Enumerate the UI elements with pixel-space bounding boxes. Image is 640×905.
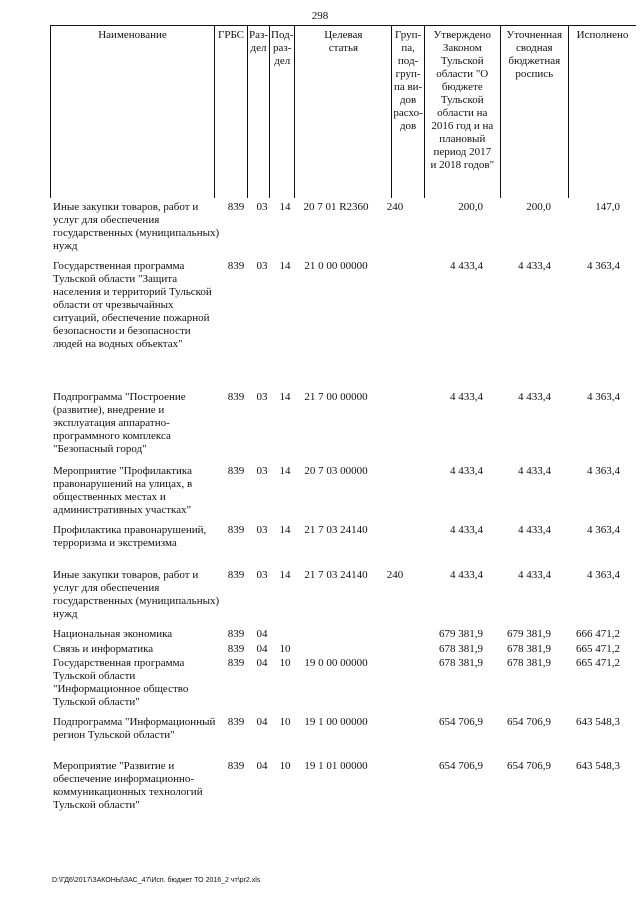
row-executed: 147,0 xyxy=(595,201,620,213)
row-name: Мероприятие "Профилактика правонарушений на улицах, в общественных местах и административных участках" xyxy=(53,465,193,516)
header-target: Целевая статья xyxy=(295,26,392,198)
row-razdel: 03 xyxy=(256,569,268,581)
row-refined: 4 433,4 xyxy=(518,391,551,403)
row-executed: 4 363,4 xyxy=(587,465,620,477)
row-refined: 4 433,4 xyxy=(518,260,551,272)
row-approved: 654 706,9 xyxy=(439,716,483,728)
row-executed: 665 471,2 xyxy=(576,643,620,655)
row-name: Профилактика правонарушений, терроризма и экстремизма xyxy=(53,524,207,549)
row-grbs: 839 xyxy=(227,643,245,655)
row-razdel: 03 xyxy=(256,391,268,403)
row-podrazdel: 10 xyxy=(279,643,291,655)
row-name: Иные закупки товаров, работ и услуг для обеспечения государственных (муниципальных) нужд xyxy=(53,201,220,252)
row-approved: 4 433,4 xyxy=(450,260,483,272)
row-target: 20 7 01 R2360 xyxy=(303,201,369,213)
row-group: 240 xyxy=(386,569,404,581)
row-executed: 4 363,4 xyxy=(587,260,620,272)
row-grbs: 839 xyxy=(227,201,245,213)
row-approved: 4 433,4 xyxy=(450,569,483,581)
row-grbs: 839 xyxy=(227,628,245,640)
row-executed: 4 363,4 xyxy=(587,569,620,581)
row-approved: 4 433,4 xyxy=(450,391,483,403)
footer-file-path: D:\ГД6\2017\ЗАКОНЫ\ЗАС_47\Исп. бюджет ТО 2016_2 чт\pr2.xls xyxy=(52,877,261,884)
row-razdel: 03 xyxy=(256,260,268,272)
row-grbs: 839 xyxy=(227,260,245,272)
row-approved: 200,0 xyxy=(458,201,483,213)
row-grbs: 839 xyxy=(227,657,245,669)
row-podrazdel: 10 xyxy=(279,657,291,669)
row-target: 20 7 03 00000 xyxy=(304,465,368,477)
table-header xyxy=(50,25,636,198)
row-name: Подпрограмма "Информационный регион Тульской области" xyxy=(53,716,216,741)
row-approved: 4 433,4 xyxy=(450,465,483,477)
header-name: Наименование xyxy=(51,26,215,198)
row-podrazdel: 14 xyxy=(279,391,291,403)
row-podrazdel: 14 xyxy=(279,524,291,536)
row-razdel: 04 xyxy=(256,628,268,640)
row-refined: 4 433,4 xyxy=(518,524,551,536)
row-executed: 665 471,2 xyxy=(576,657,620,669)
header-podrazdel: Под- раз- дел xyxy=(270,26,295,198)
row-podrazdel: 10 xyxy=(279,716,291,728)
row-podrazdel: 14 xyxy=(279,569,291,581)
row-name: Государственная программа Тульской области "Информационное общество Тульской области" xyxy=(53,657,189,708)
row-razdel: 03 xyxy=(256,524,268,536)
row-refined: 4 433,4 xyxy=(518,465,551,477)
row-grbs: 839 xyxy=(227,391,245,403)
row-razdel: 04 xyxy=(256,716,268,728)
row-approved: 654 706,9 xyxy=(439,760,483,772)
row-podrazdel: 10 xyxy=(279,760,291,772)
row-refined: 654 706,9 xyxy=(507,716,551,728)
row-approved: 678 381,9 xyxy=(439,643,483,655)
row-grbs: 839 xyxy=(227,524,245,536)
row-approved: 678 381,9 xyxy=(439,657,483,669)
row-razdel: 04 xyxy=(256,643,268,655)
row-razdel: 04 xyxy=(256,657,268,669)
row-executed: 643 548,3 xyxy=(576,716,620,728)
row-name: Мероприятие "Развитие и обеспечение информационно-коммуникационных технологий Тульской области" xyxy=(53,760,203,811)
page-number: 298 xyxy=(311,10,329,22)
header-executed: Исполнено xyxy=(568,26,636,198)
row-refined: 200,0 xyxy=(526,201,551,213)
row-target: 19 1 01 00000 xyxy=(304,760,368,772)
row-target: 19 1 00 00000 xyxy=(304,716,368,728)
row-name: Иные закупки товаров, работ и услуг для обеспечения государственных (муниципальных) нужд xyxy=(53,569,220,620)
row-name: Подпрограмма "Построение (развитие), внедрение и эксплуатация аппаратно-программного комплекса "Безопасный город" xyxy=(53,391,186,455)
header-refined: Уточненная сводная бюджетная роспись xyxy=(500,26,568,198)
row-grbs: 839 xyxy=(227,760,245,772)
row-target: 21 7 03 24140 xyxy=(304,569,368,581)
header-approved: Утверждено Законом Тульской области "О бюджете Тульской области на 2016 год и на плановый период 2017 и 2018 годов" xyxy=(424,26,500,198)
row-name: Национальная экономика xyxy=(53,628,173,640)
row-razdel: 03 xyxy=(256,465,268,477)
row-refined: 4 433,4 xyxy=(518,569,551,581)
row-refined: 678 381,9 xyxy=(507,657,551,669)
row-grbs: 839 xyxy=(227,569,245,581)
row-executed: 4 363,4 xyxy=(587,391,620,403)
row-target: 21 0 00 00000 xyxy=(304,260,368,272)
row-approved: 679 381,9 xyxy=(439,628,483,640)
row-executed: 666 471,2 xyxy=(576,628,620,640)
row-target: 19 0 00 00000 xyxy=(304,657,368,669)
header-grbs: ГРБС xyxy=(215,26,248,198)
row-name: Государственная программа Тульской области "Защита населения и территорий Тульской области от чрезвычайных ситуаций, обеспечение пожарной безопасности и безопасности людей на водных объектах" xyxy=(53,260,212,350)
row-podrazdel: 14 xyxy=(279,201,291,213)
row-grbs: 839 xyxy=(227,465,245,477)
row-razdel: 03 xyxy=(256,201,268,213)
header-razdel: Раз- дел xyxy=(248,26,270,198)
row-executed: 643 548,3 xyxy=(576,760,620,772)
row-razdel: 04 xyxy=(256,760,268,772)
row-refined: 679 381,9 xyxy=(507,628,551,640)
row-group: 240 xyxy=(386,201,404,213)
row-target: 21 7 03 24140 xyxy=(304,524,368,536)
row-executed: 4 363,4 xyxy=(587,524,620,536)
row-refined: 678 381,9 xyxy=(507,643,551,655)
header-group: Груп- па, под- груп- па ви- дов расхо- дов xyxy=(392,26,424,198)
row-grbs: 839 xyxy=(227,716,245,728)
row-podrazdel: 14 xyxy=(279,260,291,272)
row-approved: 4 433,4 xyxy=(450,524,483,536)
row-refined: 654 706,9 xyxy=(507,760,551,772)
row-name: Связь и информатика xyxy=(53,643,154,655)
row-podrazdel: 14 xyxy=(279,465,291,477)
row-target: 21 7 00 00000 xyxy=(304,391,368,403)
